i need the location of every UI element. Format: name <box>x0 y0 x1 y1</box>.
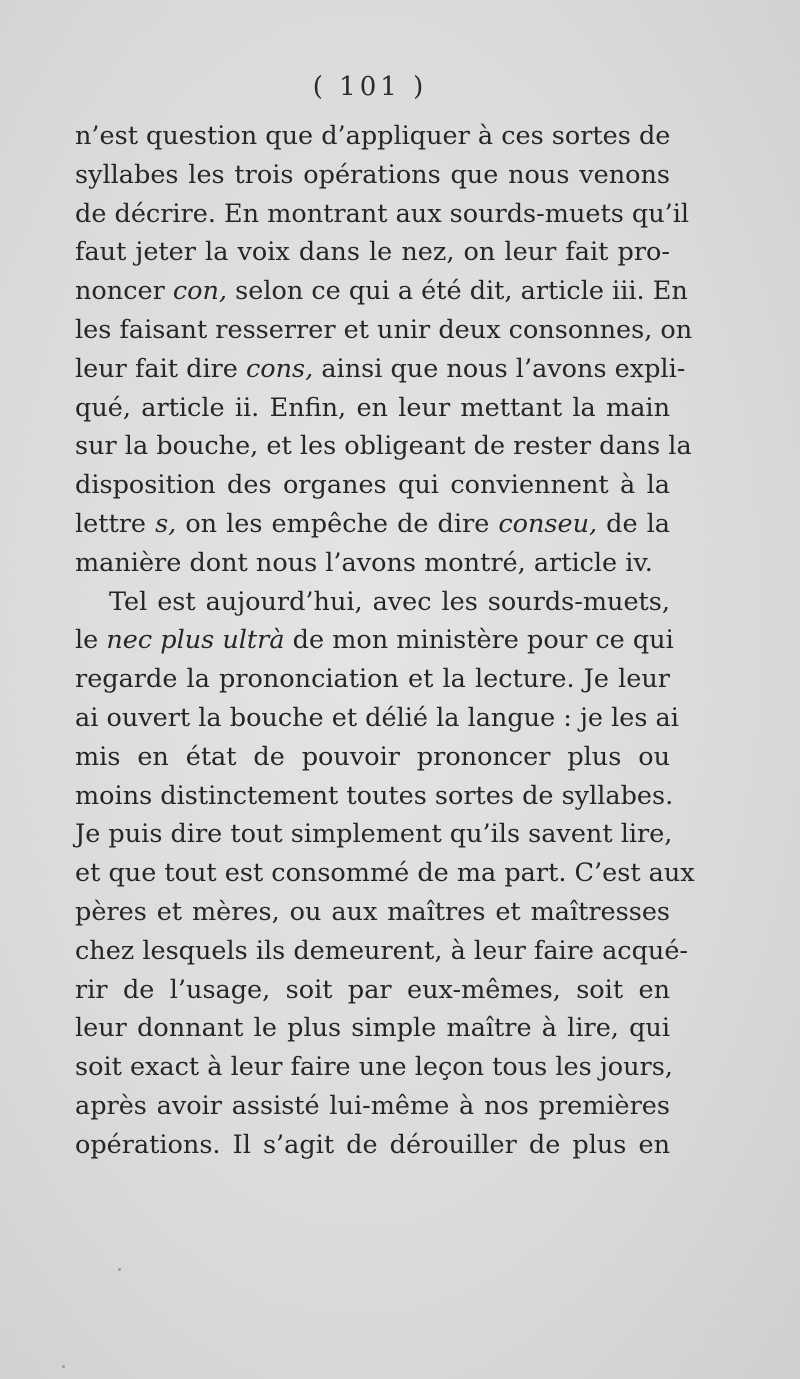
text-line <box>75 1009 670 1048</box>
italic-text: nec plus ultrà <box>106 625 285 656</box>
paper-speck <box>118 1268 121 1271</box>
text-segment: les faisant resserrer et unir deux consonnes, on <box>75 314 693 345</box>
text-segment: disposition des organes qui conviennent à la <box>75 470 670 501</box>
text-line <box>75 621 674 660</box>
text-segment: selon ce qui a été dit, article iii. En <box>227 276 688 307</box>
text-line <box>75 1087 670 1126</box>
text-line <box>75 350 686 389</box>
text-segment: leur donnant le plus simple maître à lire, qui <box>75 1013 670 1044</box>
text-line <box>75 233 670 272</box>
text-line <box>75 660 670 699</box>
text-segment: n’est question que d’appliquer à ces sortes de <box>75 121 671 151</box>
text-line <box>75 893 670 932</box>
text-segment: Tel est aujourd’hui, avec les sourds-muets, <box>109 586 670 617</box>
text-segment: opérations. Il s’agit de dérouiller de plus en <box>75 1129 670 1160</box>
text-segment: de décrire. En montrant aux sourds-muets qu’il <box>75 198 690 229</box>
text-segment: de la <box>597 508 670 539</box>
italic-text: s, <box>155 508 177 539</box>
text-segment: syllabes les trois opérations que nous venons <box>75 159 670 190</box>
text-segment: sur la bouche, et les obligeant de rester dans la <box>75 431 692 462</box>
text-line <box>75 389 670 428</box>
text-segment: lettre <box>75 508 156 539</box>
text-line <box>75 544 670 583</box>
text-line <box>75 854 695 893</box>
italic-text: con, <box>172 276 228 307</box>
text-line <box>75 971 670 1010</box>
text-segment: de mon ministère pour ce qui <box>284 625 674 656</box>
text-line <box>75 156 670 195</box>
text-segment: chez lesquels ils demeurent, à leur faire acqué- <box>75 935 689 966</box>
text-segment: mis en état de pouvoir prononcer plus ou <box>75 741 670 772</box>
text-line <box>75 117 670 156</box>
text-segment: moins distinctement toutes sortes de syllabes. <box>75 780 674 811</box>
paper-speck <box>62 1365 65 1368</box>
page-number: ( 101 ) <box>312 72 428 102</box>
text-segment: regarde la prononciation et la lecture. Je leur <box>75 664 670 695</box>
text-line <box>75 699 679 738</box>
text-line <box>75 583 670 622</box>
text-line <box>75 427 692 466</box>
text-line <box>75 272 688 311</box>
text-segment: soit exact à leur faire une leçon tous les jours, <box>75 1052 673 1083</box>
body-text <box>75 117 695 1165</box>
text-segment: le <box>75 625 107 656</box>
text-segment: rir de l’usage, soit par eux-mêmes, soit en <box>75 974 670 1005</box>
text-segment: pères et mères, ou aux maîtres et maîtresses <box>75 896 670 927</box>
text-segment: qué, article ii. Enfin, en leur mettant la main <box>75 392 670 423</box>
text-segment: et que tout est consommé de ma part. C’est aux <box>75 858 695 889</box>
text-segment: faut jeter la voix dans le nez, on leur fait pro- <box>75 237 670 268</box>
text-line <box>75 815 673 854</box>
text-segment: on les empêche de dire <box>176 508 499 539</box>
text-segment: manière dont nous l’avons montré, article iv. <box>75 547 653 578</box>
text-line <box>75 932 689 971</box>
text-line <box>75 466 670 505</box>
text-segment: ai ouvert la bouche et délié la langue : je les ai <box>75 702 679 733</box>
text-line <box>75 777 674 816</box>
text-line <box>75 505 670 544</box>
text-segment: après avoir assisté lui-même à nos premières <box>75 1090 670 1121</box>
italic-text: cons, <box>245 353 314 384</box>
text-line <box>75 1048 673 1087</box>
text-segment: Je puis dire tout simplement qu’ils savent lire, <box>75 819 673 850</box>
text-line <box>75 311 693 350</box>
text-line <box>75 1126 670 1165</box>
text-segment: leur fait dire <box>75 353 246 384</box>
text-line <box>75 195 690 234</box>
text-segment: noncer <box>75 276 173 307</box>
italic-text: conseu, <box>498 508 598 539</box>
text-segment: ainsi que nous l’avons expli- <box>313 353 686 384</box>
text-line <box>75 738 670 777</box>
